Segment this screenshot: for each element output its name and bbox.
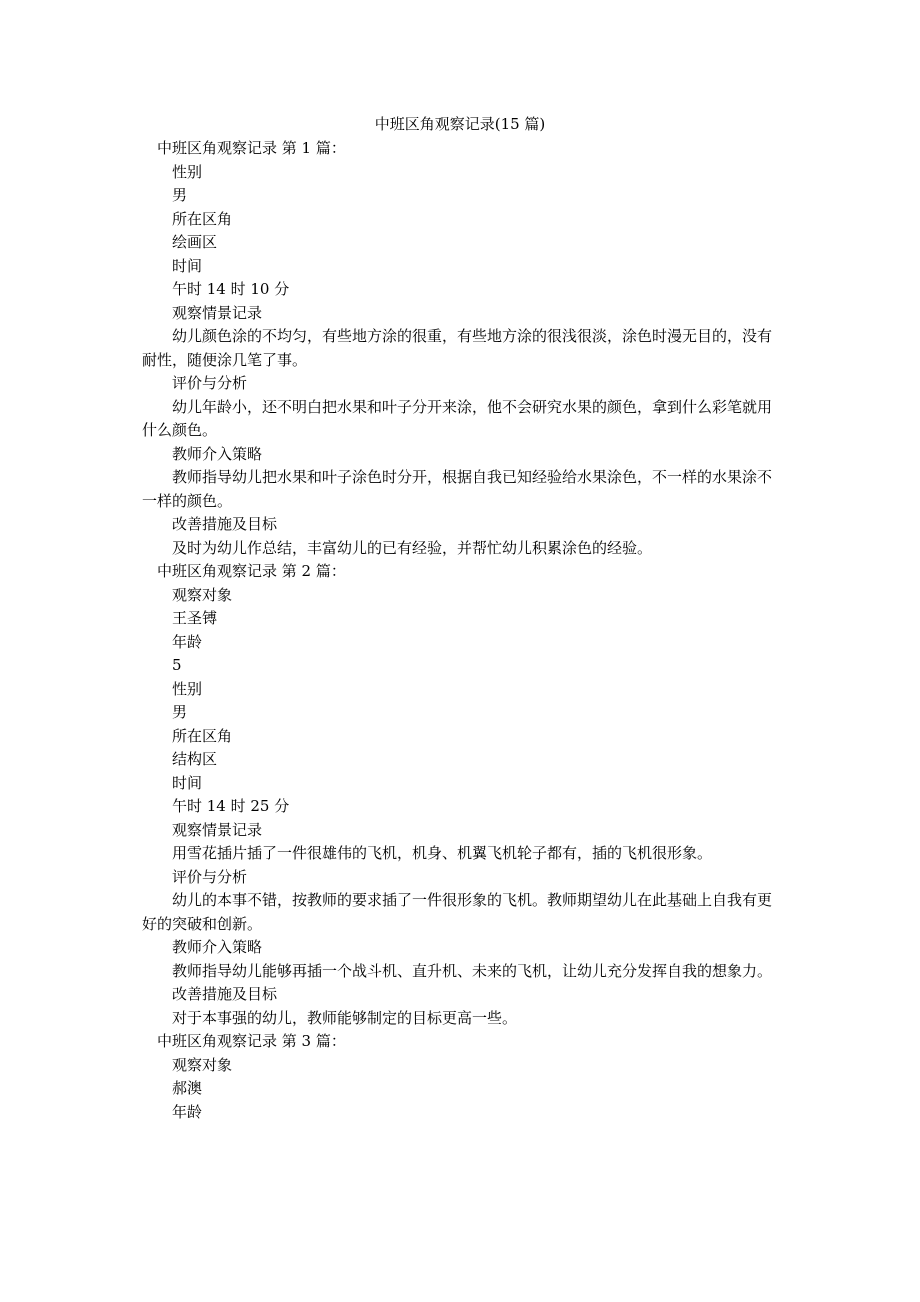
field-label: 时间 [172, 773, 203, 792]
field-label: 所在区角 [172, 726, 233, 745]
field-label: 观察对象 [172, 1055, 233, 1074]
paragraph-strategy: 教师指导幼儿能够再插一个战斗机、直升机、未来的飞机，让幼儿充分发挥自我的想象力。 [172, 961, 773, 980]
field-label: 改善措施及目标 [172, 515, 278, 533]
paragraph-improvement: 对于本事强的幼儿，教师能够制定的目标更高一些。 [172, 1008, 518, 1027]
field-label: 观察情景记录 [172, 303, 263, 322]
field-label: 教师介入策略 [172, 444, 263, 463]
paragraph-strategy: 教师指导幼儿把水果和叶子涂色时分开，根据自我已知经验给水果涂色，不一样的水果涂不一样的颜色。 [142, 468, 773, 510]
field-value: 午时 14 时 25 分 [172, 797, 290, 815]
field-label: 性别 [172, 679, 203, 698]
paragraph-improvement: 及时为幼儿作总结，丰富幼儿的已有经验，并帮忙幼儿积累涂色的经验。 [172, 538, 653, 557]
section-2 [142, 560, 782, 1030]
section-1 [142, 137, 782, 560]
section-3 [142, 1030, 782, 1124]
field-label: 性别 [172, 162, 203, 181]
field-value: 郝澳 [172, 1079, 203, 1097]
field-label: 年龄 [172, 632, 203, 651]
field-label: 改善措施及目标 [172, 985, 278, 1003]
field-value: 午时 14 时 10 分 [172, 280, 290, 298]
field-label: 所在区角 [172, 209, 233, 228]
field-value: 男 [172, 186, 188, 204]
field-value: 结构区 [172, 750, 218, 768]
document-title: 中班区角观察记录(15 篇) [374, 115, 546, 133]
field-value: 绘画区 [172, 233, 218, 251]
paragraph-observation: 幼儿颜色涂的不均匀，有些地方涂的很重，有些地方涂的很浅很淡，涂色时漫无目的，没有耐性，随便涂几笔了事。 [142, 327, 773, 369]
field-label: 年龄 [172, 1102, 203, 1121]
paragraph-evaluation: 幼儿的本事不错，按教师的要求插了一件很形象的飞机。教师期望幼儿在此基础上自我有更好的突破和创新。 [142, 891, 773, 933]
section-heading: 中班区角观察记录 第 1 篇： [157, 139, 346, 157]
paragraph-evaluation: 幼儿年龄小，还不明白把水果和叶子分开来涂，他不会研究水果的颜色，拿到什么彩笔就用什么颜色。 [142, 397, 773, 439]
section-heading: 中班区角观察记录 第 3 篇： [157, 1032, 346, 1050]
field-label: 观察情景记录 [172, 820, 263, 839]
field-label: 时间 [172, 256, 203, 275]
field-value: 王圣镈 [172, 609, 218, 627]
field-value: 男 [172, 703, 188, 721]
field-label: 评价与分析 [172, 867, 248, 886]
paragraph-observation: 用雪花插片插了一件很雄伟的飞机，机身、机翼飞机轮子都有，插的飞机很形象。 [172, 844, 713, 862]
document-body [142, 137, 782, 1124]
field-label: 评价与分析 [172, 374, 248, 392]
field-label: 观察对象 [172, 585, 233, 604]
field-value: 5 [172, 656, 182, 674]
section-heading: 中班区角观察记录 第 2 篇： [157, 562, 346, 580]
field-label: 教师介入策略 [172, 938, 263, 956]
